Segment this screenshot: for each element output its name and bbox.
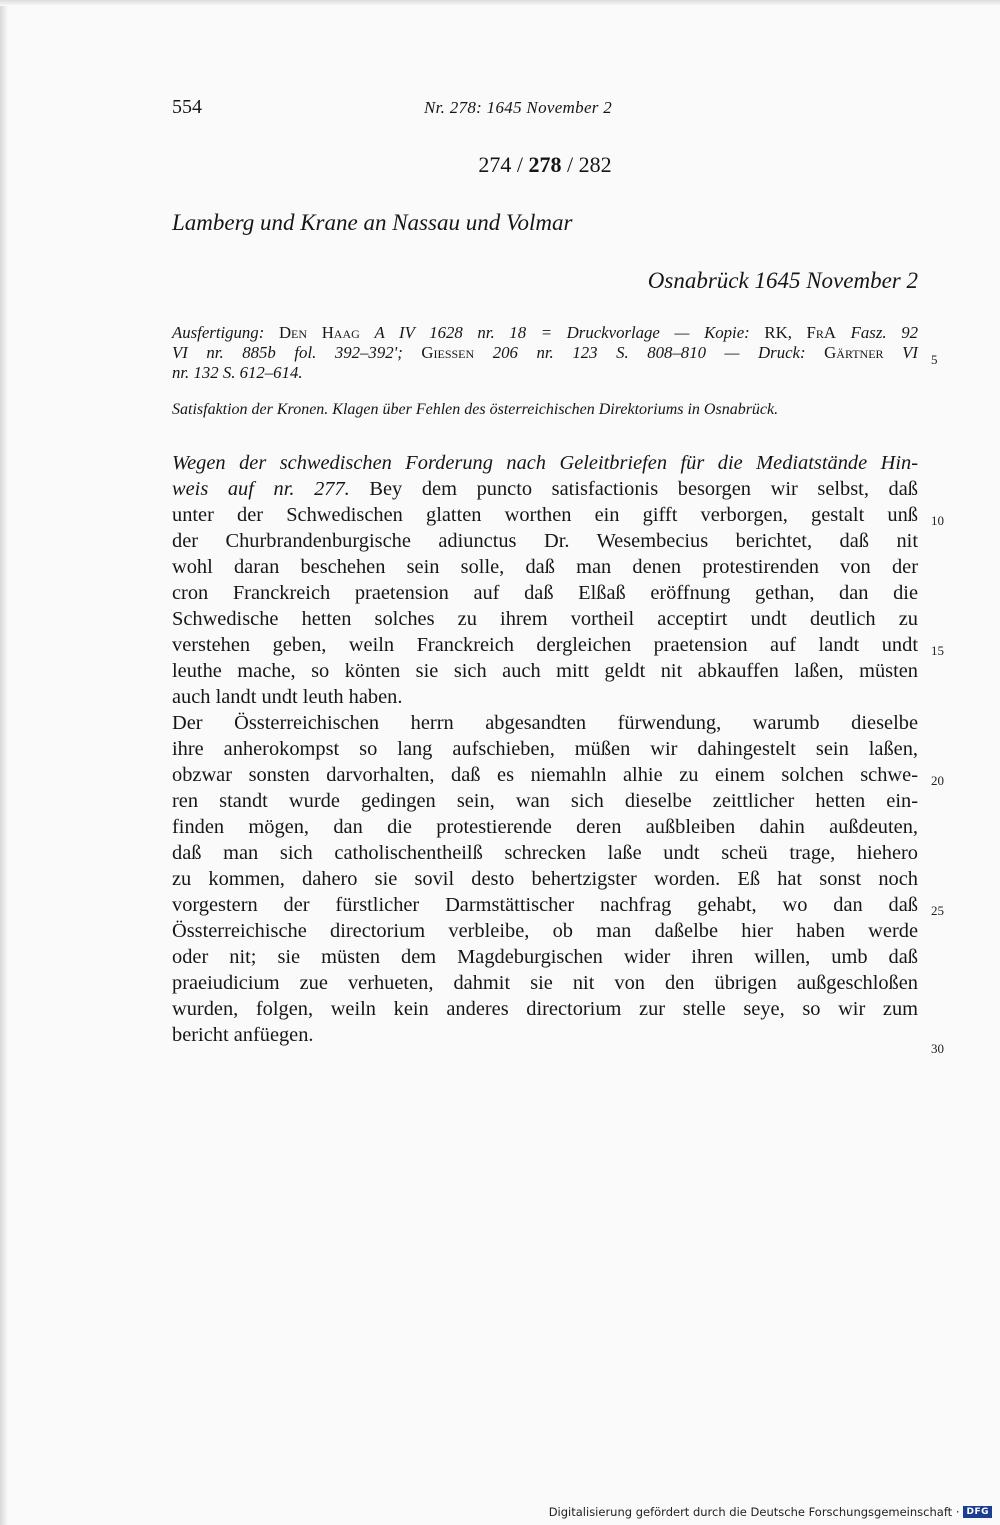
source-detail: Fasz. 92 bbox=[850, 323, 918, 342]
source-detail: nr. 132 S. 612–614. bbox=[172, 363, 303, 382]
place-date: Osnabrück 1645 November 2 bbox=[647, 268, 918, 293]
source-line bbox=[172, 343, 918, 363]
source-line bbox=[172, 323, 918, 343]
body-line: Wegen der schwedischen Forderung nach Geleitbriefen für die Mediatstände Hin- bbox=[172, 452, 918, 474]
body-line: Der Össterreichischen herrn abgesandten fürwendung, warumb dieselbe bbox=[172, 712, 918, 734]
current-doc-number: 278 bbox=[528, 152, 562, 177]
prev-doc-number: 274 bbox=[478, 152, 512, 177]
body-line: cron Franckreich praetension auf daß Elßaß eröffnung gethan, dan die bbox=[172, 582, 918, 604]
body-line: bericht anfüegen. bbox=[172, 1024, 314, 1046]
line-number: 10 bbox=[931, 513, 944, 528]
archive-abbrev: RK, bbox=[764, 323, 792, 342]
body-line: auch landt undt leuth haben. bbox=[172, 686, 403, 708]
footer-credit: Digitalisierung gefördert durch die Deutsche Forschungsgemeinschaft · bbox=[548, 1505, 960, 1519]
line-number: 5 bbox=[931, 352, 938, 367]
body-line: Össterreichische directorium verbleibe, ob man daßelbe hier haben werde bbox=[172, 920, 918, 942]
line-number: 25 bbox=[931, 903, 944, 918]
line-number: 30 bbox=[931, 1041, 944, 1056]
body-line: wurden, folgen, weiln kein anderes directorium zur stelle seye, so wir zum bbox=[172, 998, 918, 1020]
source-detail: VI nr. 885b fol. 392–392'; bbox=[172, 343, 403, 362]
body-line: zu kommen, dahero sie sovil desto behertzigster worden. Eß hat sonst noch bbox=[172, 868, 918, 890]
page-top-shadow bbox=[0, 0, 1000, 6]
body-line: finden mögen, dan die protestierende deren außbleiben dahin außdeuten, bbox=[172, 816, 918, 838]
line-number: 15 bbox=[931, 643, 944, 658]
archive-abbrev: FrA bbox=[806, 323, 837, 342]
source-detail: 206 nr. 123 S. 808–810 — Druck: bbox=[492, 343, 806, 362]
body-line: obzwar sonsten darvorhalten, daß es niemahln alhie zu einem solchen schwe- bbox=[172, 764, 918, 786]
editor-name: Gärtner bbox=[824, 343, 884, 362]
source-detail: VI bbox=[902, 343, 918, 362]
body-line: unter der Schwedischen glatten worthen ein gifft verborgen, gestalt unß bbox=[172, 504, 918, 526]
source-line bbox=[172, 363, 918, 383]
body-line: wohl daran beschehen sein solle, daß man denen protestirenden von der bbox=[172, 556, 918, 578]
letter-body bbox=[172, 450, 918, 1048]
next-doc-number: 282 bbox=[578, 152, 612, 177]
editorial-note: weis auf nr. 277. bbox=[172, 478, 350, 500]
body-line: ihre anherokompst so lang aufschieben, müßen wir dahingestelt sein laßen, bbox=[172, 738, 918, 760]
source-label: Ausfertigung: bbox=[172, 323, 265, 342]
body-line: oder nit; sie müsten dem Magdeburgischen wider ihren willen, umb daß bbox=[172, 946, 918, 968]
page-number: 554 bbox=[172, 96, 202, 118]
separator: / bbox=[567, 152, 574, 177]
archive-name: Den Haag bbox=[278, 323, 360, 342]
running-head bbox=[172, 96, 918, 126]
source-apparatus bbox=[172, 323, 918, 383]
body-line: vorgestern der fürstlicher Darmstättischer nachfrag gehabt, wo dan daß bbox=[172, 894, 918, 916]
running-title: Nr. 278: 1645 November 2 bbox=[424, 98, 613, 117]
separator: / bbox=[516, 152, 523, 177]
regest-summary: Satisfaktion der Kronen. Klagen über Fehlen des österreichischen Direktoriums in Osnabrück. bbox=[172, 401, 779, 418]
source-detail: A IV 1628 nr. 18 = Druckvorlage — Kopie: bbox=[374, 323, 750, 342]
body-line: leuthe mache, so könten sie sich auch mitt geldt nit abkauffen laßen, müsten bbox=[172, 660, 918, 682]
body-line: daß man sich catholischentheilß schrecken laße undt scheü trage, hiehero bbox=[172, 842, 918, 864]
archive-name: Giessen bbox=[421, 343, 475, 362]
page-edge-shadow bbox=[0, 0, 8, 1525]
dfg-logo-icon: DFG bbox=[963, 1506, 992, 1518]
line-number: 20 bbox=[931, 773, 944, 788]
digitization-footer bbox=[549, 1505, 992, 1519]
body-line: verstehen geben, weiln Franckreich dergleichen praetension auf landt undt bbox=[172, 634, 918, 656]
body-line: ren standt wurde gedingen sein, wan sich dieselbe zeittlicher hetten ein- bbox=[172, 790, 918, 812]
document-cross-references bbox=[172, 152, 918, 178]
letter-title: Lamberg und Krane an Nassau und Volmar bbox=[172, 210, 573, 235]
body-line: der Churbrandenburgische adiunctus Dr. Wesembecius berichtet, daß nit bbox=[172, 530, 918, 552]
body-line bbox=[172, 476, 918, 502]
body-line: praeiudicium zue verhueten, dahmit sie nit von den übrigen außgeschloßen bbox=[172, 972, 918, 994]
body-text: Bey dem puncto satisfactionis besorgen wir selbst, daß bbox=[349, 478, 918, 500]
body-line: Schwedische hetten solches zu ihrem vortheil acceptirt undt deutlich zu bbox=[172, 608, 918, 630]
